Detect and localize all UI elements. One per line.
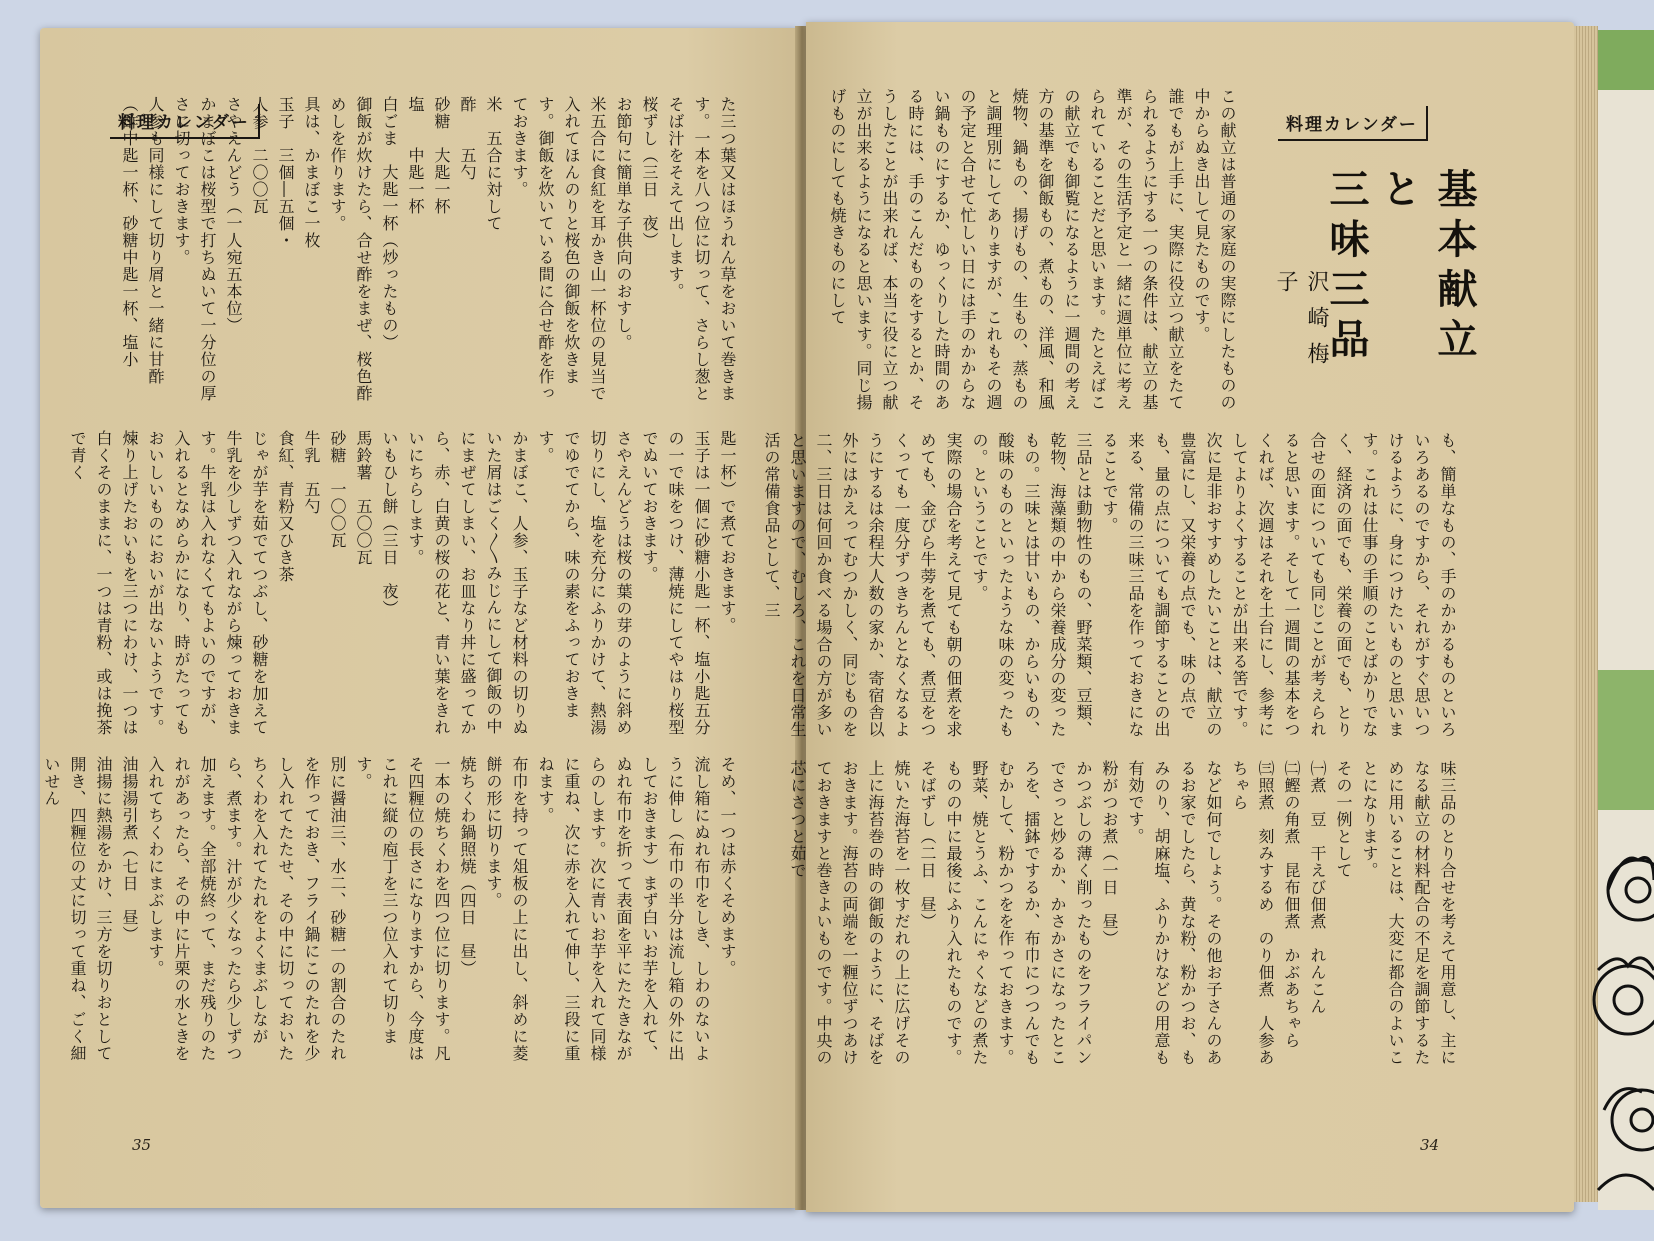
page-edges — [1574, 26, 1598, 1202]
cover-green-band-top — [1598, 30, 1654, 90]
article-title-line1: 基本献立と — [1375, 168, 1478, 368]
right-middle-text: も、簡単なもの、手のかかるものといろいろあるのですから、それがすぐ思いつけるように、身につけたいものと思います。これは仕事の手順のことばかりでなく、経済の面でも、栄養の面でも、とり合せの面についても同じことが考えられると思います。そして一週間の基本をつくれば、次週はそれを土台にし、参考にしてよりよくすることが出来る筈です。 次に是非おすすめしたいことは、献立の豊富にし、又栄養の点でも、味の点でも、量の点についても調節することの出来る、常備の三味三品を作っておきになることです。 三品とは動物性のもの、野菜類、豆類、乾物、海藻類の中から栄養成分の変ったもの。三味とは甘いもの、からいもの、酸味のものといったような味の変ったもの。ということです。 実際の場合を考えて見ても朝の佃煮を求めても、金ぴら牛蒡を煮ても、煮豆をつくっても一度分ずつきちんとなくなるようにするは余程大人数の家か、寄宿舎以外にはかえってむつかしく、同じものを二、三日は何回か食べる場合の方が多いと思いますので、むしろ、これを日常生活の常備食品として、三 — [762, 432, 1457, 738]
right-lower-text: 味三品のとり合せを考えて用意し、主になる献立の材料配合の不足を調節するために用いることは、大変に都合のよいことになります。 その一例として ㈠煮 豆 干えび佃煮 れんこん ㈡鰹の角煮 昆布佃煮 かぶあちゃら ㈢照煮 刻みするめ のり佃煮 人参あちゃら など如何でしょう。その他お子さんのあるお家でしたら、黄な粉、粉かつお、もみのり、胡麻塩、ふりかけなどの用意も有効です。 粉がつお煮（一日 昼） かつぶしの薄く削ったものをフライパンでさっと炒るか、かさかさになったところを、擂鉢でするか、布巾につつんでもむかして、粉かつをを作っておきます。野菜、焼とうふ、こんにゃくなどの煮たものの中に最後にふり入れたものです。 そばずし（二日 昼） 焼いた海苔を一枚すだれの上に広げその上に海苔巻の時の御飯のように、そばをおきます。海苔の両端を一糎位ずつあけておきますと巻きよいものです。中央の芯にさつと茹で — [788, 760, 1457, 1066]
page-number-left: 35 — [132, 1136, 152, 1154]
section-label-right: 料理カレンダー — [1278, 106, 1428, 141]
left-upper-text: た三つ葉又はほうれん草をおいて巻きます。一本を八つ位に切って、さらし葱とそば汁をそえて出します。 桜ずし（三日 夜） お節句に簡単な子供向のおすし。 米五合に食紅を耳かき山一杯位の見当で入れてほんのりと桜色の御飯を炊きます。御飯を炊いている間に合せ酢を作っておきます。 米 五合に対して 酢 五勺 砂糖 大匙一杯 塩 中匙一杯 白ごま 大匙一杯（炒ったもの） 御飯が炊けたら、合せ酢をまぜ、桜色酢めしを作ります。 具は、かまぼこ一枚 玉子 三個―五個・ 人参 二〇〇瓦 さやえんどう（一人宛五本位） かまぼこは桜型で打ちぬいて一分位の厚さに切っておきます。 人参も同様にして切り屑と一緒に甘酢（酢中匙一杯、砂糖中匙一杯、塩小 — [120, 96, 737, 402]
left-middle-text: 匙一杯）で煮ておきます。 玉子は一個に砂糖小匙一杯、塩小匙五分の一で味をつけ、薄焼にしてやはり桜型でぬいておきます。 さやえんどうは桜の葉の芽のように斜め切りにし、塩を充分にふりかけて、熱湯でゆでてから、味の素をふっておきます。 かまぼこ、人参、玉子など材料の切りぬいた屑はごく〳〵みじんにして御飯の中にまぜてしまい、お皿なり丼に盛ってから、赤、白黄の桜の花と、青い葉をきれいにちらします。 いもひし餅（三日 夜） 馬鈴薯 五〇〇瓦 砂糖 一〇〇瓦 牛乳 五勺 食紅、青粉又ひき茶 じゃが芋を茹でてつぶし、砂糖を加えて牛乳を少しずつ入れながら煉っておきます。牛乳は入れなくてもよいのですが、入れるとなめらかになり、時がたってもおいしいものにおいが出ないようです。 煉り上げたおいもを三つにわけ、一つは白くそのままに、一つは青粉、或は挽茶で青く — [68, 430, 737, 736]
section-label-left: 料理カレンダー — [110, 104, 260, 139]
book-cover — [1598, 30, 1654, 1210]
author-name: 沢崎梅子 — [1273, 270, 1329, 378]
left-lower-text: そめ、一つは赤くそめます。 流し箱にぬれ布巾をしき、しわのないように伸し（布巾の半分は流し箱の外に出しておきます）まず白いお芋を入れて、ぬれ布巾を折って表面を平にたたきながらのします。次に青いお芋を入れて同様に重ね、次に赤を入れて伸し、三段に重ねます。 布巾を持って俎板の上に出し、斜めに菱餅の形に切ります。 焼ちくわ鍋照焼（四日 昼） 一本の焼ちくわを四つ位に切ります。凡そ四糎位の長さになりますから、今度はこれに縦の庖丁を三つ位入れて切ります。 別に醤油三、水二、砂糖一の割合のたれを作っておき、フライ鍋にこのたれを少し入れてたたせ、その中に切っておいたちくわを入れてたれをよくまぶしながら、煮ます。汁が少くなったら少しずつ加えます。全部焼終って、まだ残りのたれがあったら、その中に片栗の水ときを入れてちくわにまぶします。 油揚湯引煮（七日 昼） 油揚に熱湯をかけ、三方を切りおとして開き、四糎位の丈に切って重ね、ごく細いせん — [42, 756, 737, 1062]
article-title-line2: 三味三品 — [1323, 168, 1370, 368]
cover-floral-pattern — [1598, 830, 1654, 1210]
page-number-right: 34 — [1420, 1136, 1440, 1154]
right-upper-text: この献立は普通の家庭の実際にしたものの中からぬき出して見たものです。 誰でもが上手に、実際に役立つ献立をたてられるようにする一つの条件は、献立の基準が、その生活予定と一緒に週単位に考えられていることだと思います。たとえばこの献立でも御覧になるように一週間の考え方の基準を御飯もの、煮もの、洋風、和風焼物、鍋もの、揚げもの、生もの、蒸ものと調理別にしてありますが、これもその週の予定と合せて忙しい日には手のかからない鍋ものにするか、ゆっくりした時間のある時には、手のこんだものをするとか、そうしたことが出来れば、本当に役に立つ献立が出来るようになると思います。同じ揚げものにしても焼きものにして — [828, 88, 1237, 411]
cover-green-band — [1598, 670, 1654, 810]
